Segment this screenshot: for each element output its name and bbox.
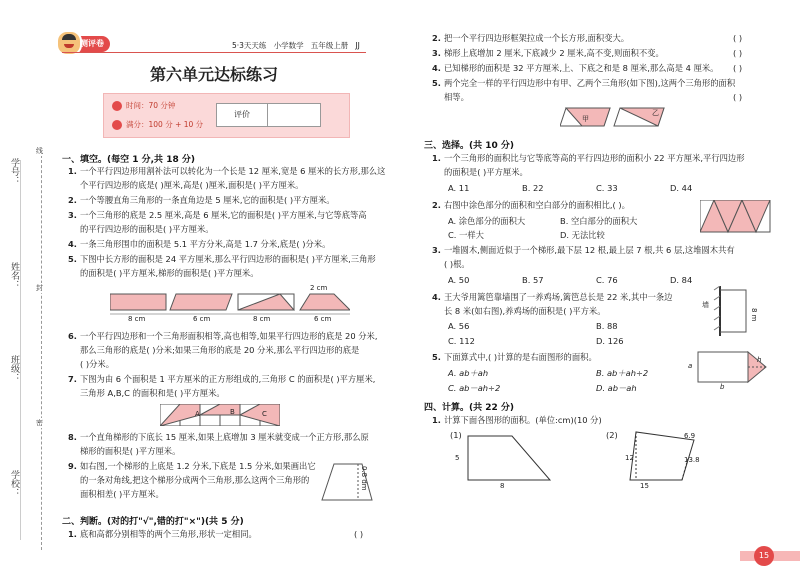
q5-rectangle xyxy=(110,294,166,310)
q4-1: 1. 计算下面各图形的面积。(单位:cm)(10 分) xyxy=(432,415,602,425)
q3-5-label-a: a xyxy=(688,362,693,370)
q2-2: 2. 把一个平行四边形框架拉成一个长方形,面积变大。 xyxy=(432,33,630,43)
q3-2: 2. 右图中涂色部分的面积和空白部分的面积相比,( )。 xyxy=(432,200,630,210)
q2-3-answer[interactable]: ( ) xyxy=(733,48,743,58)
section1-title: 一、填空。(每空 1 分,共 18 分) xyxy=(62,155,195,165)
q1-9-line3: 面积相差( )平方厘米。 xyxy=(80,489,164,499)
q1-8-line2: 梯形的面积是( )平方厘米。 xyxy=(80,446,181,456)
section2-title: 二、判断。(对的打"√",错的打"×")(共 5 分) xyxy=(62,517,244,527)
q1-2: 2. 一个等腰直角三角形的一条直角边是 5 厘米,它的面积是( )平方厘米。 xyxy=(68,195,335,205)
school-label: 学校： xyxy=(9,470,19,497)
q2-5-answer[interactable]: ( ) xyxy=(733,92,743,102)
class-label: 班级： xyxy=(9,355,19,382)
q2-5-line1: 5. 两个完全一样的平行四边形中有甲、乙两个三角形(如下图),这两个三角形的面积 xyxy=(432,78,736,88)
q1-7-line1: 7. 下图为由 6 个面积是 1 平方厘米的正方形组成的,三角形 C 的面积是( )平方厘米, xyxy=(68,374,376,384)
q3-3-line1: 3. 一堆圆木,侧面近似于一个梯形,最下层 12 根,最上层 7 根,共 6 层,这堆圆木共有 xyxy=(432,245,735,255)
q2-1: 1. 底和高都分别相等的两个三角形,形状一定相同。 xyxy=(68,529,257,539)
student-id-label: 学号： xyxy=(9,158,19,185)
q3-1-opt-a[interactable]: A. 11 xyxy=(448,183,470,193)
fig2-label-12: 12 xyxy=(625,454,634,462)
q7-label-b: B xyxy=(230,408,235,416)
fig1-tag: (1) xyxy=(450,430,462,440)
q7-label-a: A xyxy=(195,410,200,418)
q1-6-line3: ( )分米。 xyxy=(80,359,115,369)
wall-label: 墙 xyxy=(702,301,709,309)
q3-4-opt-a[interactable]: A. 56 xyxy=(448,321,470,331)
q3-4-line1: 4. 王大爷用篱笆靠墙围了一养鸡场,篱笆总长是 22 米,其中一条边 xyxy=(432,292,673,302)
section3-title: 三、选择。(共 10 分) xyxy=(424,141,515,151)
q1-9-line1: 9. 如右图,一个梯形的上底是 1.2 分米,下底是 1.5 分米,如果画出它 xyxy=(68,461,316,471)
q2-4: 4. 已知梯形的面积是 32 平方厘米,上、下底之和是 8 厘米,那么高是 4 厘米。 xyxy=(432,63,719,73)
q1-4: 4. 一条三角形围巾的面积是 5.1 平方分米,高是 1.7 分米,底是( )分米。 xyxy=(68,239,331,249)
score-label: 满分：100 分 + 10 分 xyxy=(126,120,204,129)
grade: 五年级上册 xyxy=(310,41,349,50)
q3-3-line2: ( )根。 xyxy=(444,259,470,269)
q3-5-opt-b[interactable]: B. ab＋ah÷2 xyxy=(596,368,649,378)
q7-label-c: C xyxy=(262,410,267,418)
q3-1-opt-b[interactable]: B. 22 xyxy=(522,183,544,193)
score-box xyxy=(103,93,350,138)
fig1-label-8: 8 xyxy=(500,482,505,490)
q5-label-b: 6 cm xyxy=(193,315,211,323)
time-label: 时间：70 分钟 xyxy=(126,101,176,110)
binding-line xyxy=(20,160,21,540)
label-jia: 甲 xyxy=(582,115,589,123)
q3-1-line1: 1. 一个三角形的面积比与它等底等高的平行四边形的面积小 22 平方厘米,平行四边形 xyxy=(432,153,745,163)
page-title: 第六单元达标练习 xyxy=(150,65,279,84)
q5-label-c: 8 cm xyxy=(253,315,271,323)
q1-1-line1: 1. 一个平行四边形用割补法可以转化为一个长是 12 厘米,宽是 6 厘米的长方形,那么这 xyxy=(68,166,386,176)
q1-9-line2: 的一条对角线,把这个梯形分成两个三角形,那么这两个三角形的 xyxy=(80,475,310,485)
q3-4-line2: 长 8 米(如右图),养鸡场的面积是( )平方米。 xyxy=(444,306,606,316)
q3-2-figure xyxy=(700,200,772,234)
q9-height-label: 0.8 dm xyxy=(360,466,368,491)
subject: 小学数学 xyxy=(273,41,304,50)
q5-label-2cm: 2 cm xyxy=(310,284,328,292)
fig2-label-15: 15 xyxy=(640,482,649,490)
rating-label-cell xyxy=(216,103,268,127)
series: 5·3天天练 xyxy=(232,41,267,50)
q3-5: 5. 下面算式中,( )计算的是右面图形的面积。 xyxy=(432,352,597,362)
page-number: 15 xyxy=(754,546,774,566)
binding-strip xyxy=(0,0,52,578)
q3-5-opt-d[interactable]: D. ab－ah xyxy=(596,383,637,393)
wall-8m-label: 8 m xyxy=(750,308,758,322)
mark-xian: 线 xyxy=(36,147,43,155)
fig2-label-13-8: 13.8 xyxy=(684,456,700,464)
q3-2-opt-a[interactable]: A. 涂色部分的面积大 xyxy=(448,216,526,226)
q3-4-opt-d[interactable]: D. 126 xyxy=(596,336,624,346)
q2-4-answer[interactable]: ( ) xyxy=(733,63,743,73)
header-meta xyxy=(232,40,360,51)
q5-triangle xyxy=(238,294,294,310)
badge xyxy=(62,36,110,52)
fig1-trapezoid xyxy=(464,432,554,484)
mark-mi: 密 xyxy=(36,419,43,427)
rating-label: 评价 xyxy=(234,110,250,119)
q3-1-line2: 的面积是( )平方厘米。 xyxy=(444,167,528,177)
q1-8-line1: 8. 一个直角梯形的下底长 15 厘米,如果上底增加 3 厘米就变成一个正方形,那么原 xyxy=(68,432,369,442)
q3-4-opt-c[interactable]: C. 112 xyxy=(448,336,475,346)
q1-3-line1: 3. 一个三角形的底是 2.5 厘米,高是 6 厘米,它的面积是( )平方厘米,与它等底等高 xyxy=(68,210,367,220)
q3-2-opt-c[interactable]: C. 一样大 xyxy=(448,230,484,240)
name-label: 姓名： xyxy=(9,262,19,289)
q3-3-opt-a[interactable]: A. 50 xyxy=(448,275,470,285)
q1-6-line1: 6. 一个平行四边形和一个三角形面积相等,高也相等,如果平行四边形的底是 20 分米, xyxy=(68,331,378,341)
fig2-label-6-9: 6.9 xyxy=(684,432,696,440)
q3-3-opt-c[interactable]: C. 76 xyxy=(596,275,618,285)
q3-4-opt-b[interactable]: B. 88 xyxy=(596,321,618,331)
rating-input[interactable] xyxy=(267,103,321,127)
q2-5-line2: 相等。 xyxy=(444,92,469,102)
q2-3: 3. 梯形上底增加 2 厘米,下底减少 2 厘米,高不变,则面积不变。 xyxy=(432,48,664,58)
q3-5-opt-a[interactable]: A. ab＋ah xyxy=(448,368,489,378)
q5-parallelogram xyxy=(170,294,232,310)
q3-1-opt-c[interactable]: C. 33 xyxy=(596,183,618,193)
q5-label-a: 8 cm xyxy=(128,315,146,323)
q3-2-opt-d[interactable]: D. 无法比较 xyxy=(560,230,605,240)
q3-3-opt-b[interactable]: B. 57 xyxy=(522,275,544,285)
badge-label: 测评卷 xyxy=(80,39,104,48)
q1-5-line1: 5. 下图中长方形的面积是 24 平方厘米,那么平行四边形的面积是( )平方厘米,三角形 xyxy=(68,254,376,264)
q3-5-label-h: h xyxy=(757,356,762,364)
q1-7-line2: 三角形 A,B,C 的面积和是( )平方厘米。 xyxy=(80,388,225,398)
q3-3-opt-d[interactable]: D. 84 xyxy=(670,275,693,285)
q3-2-opt-b[interactable]: B. 空白部分的面积大 xyxy=(560,216,638,226)
q5-trapezoid xyxy=(300,294,350,310)
q5-label-d: 6 cm xyxy=(314,315,332,323)
fig2-tag: (2) xyxy=(606,430,618,440)
q1-5-line2: 的面积是( )平方厘米,梯形的面积是( )平方厘米。 xyxy=(80,268,259,278)
mark-feng: 封 xyxy=(36,284,43,292)
cut-line xyxy=(41,150,42,550)
q3-5-label-b: b xyxy=(720,383,725,391)
q1-3-line2: 的平行四边形的面积是( )平方厘米。 xyxy=(80,224,214,234)
section4-title: 四、计算。(共 22 分) xyxy=(424,403,515,413)
score-icon xyxy=(112,120,122,130)
q2-1-answer[interactable]: ( ) xyxy=(354,529,364,539)
header-rule xyxy=(62,52,366,53)
q3-5-opt-c[interactable]: C. ab－ah÷2 xyxy=(448,383,501,393)
q1-1-line2: 个平行四边形的底是( )厘米,高是( )厘米,面积是( )平方厘米。 xyxy=(80,180,304,190)
q1-6-line2: 那么三角形的底是( )分米;如果三角形的底是 20 分米,那么平行四边形的底是 xyxy=(80,345,360,355)
clock-icon xyxy=(112,101,122,111)
edition: JJ xyxy=(355,41,360,50)
q2-2-answer[interactable]: ( ) xyxy=(733,33,743,43)
q3-1-opt-d[interactable]: D. 44 xyxy=(670,183,693,193)
label-yi: 乙 xyxy=(652,109,659,117)
fig1-label-5: 5 xyxy=(455,454,460,462)
